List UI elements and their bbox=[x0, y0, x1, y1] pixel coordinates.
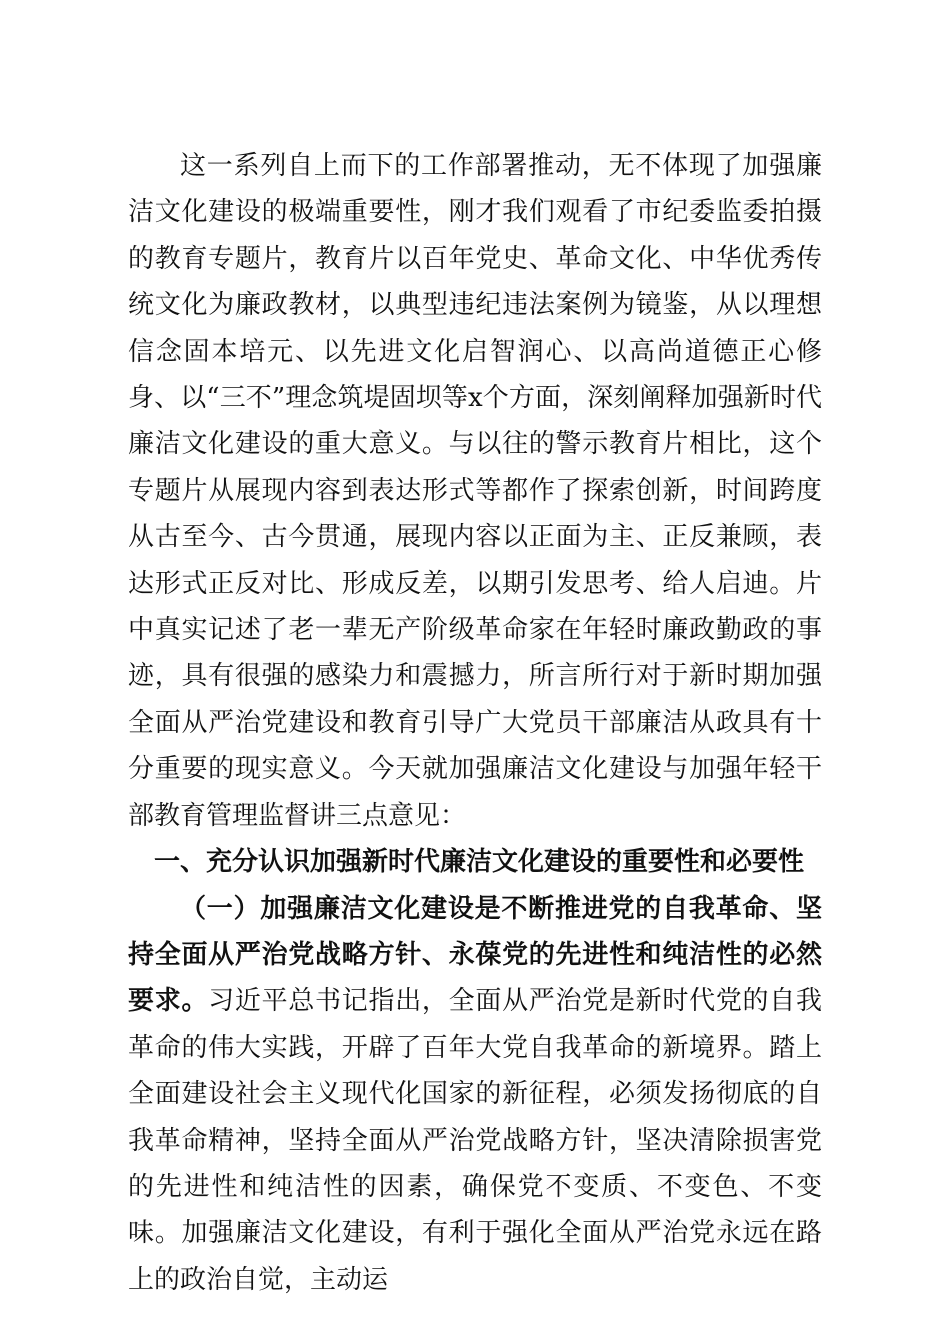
sub-heading: （一）加强廉洁文化建设是不断推进党的自我革命、坚持全面从严治党战略方针、永葆党的先进性和纯洁性的必然要求。 bbox=[128, 893, 822, 1017]
section-heading: 一、充分认识加强新时代廉洁文化建设的重要性和必要性 bbox=[154, 847, 805, 878]
body-paragraph: 这一系列自上而下的工作部署推动，无不体现了加强廉洁文化建设的极端重要性，刚才我们观看了市纪委监委拍摄的教育专题片，教育片以百年党史、革命文化、中华优秀传统文化为廉政教材，以典型违纪违法案例为镜鉴，从以理想信念固本培元、以先进文化启智润心、以高尚道德正心修身、以“三不”理念筑堤固坝等x个方面，深刻阐释加强新时代廉洁文化建设的重大意义。与以往的警示教育片相比，这个专题片从展现内容到表达形式等都作了探索创新，时间跨度从古至今、古今贯通，展现内容以正面为主、正反兼顾，表达形式正反对比、形成反差，以期引发思考、给人启迪。片中真实记述了老一辈无产阶级革命家在年轻时廉政勤政的事迹，具有很强的感染力和震撼力，所言所行对于新时期加强全面从严治党建设和教育引导广大党员干部廉洁从政具有十分重要的现实意义。今天就加强廉洁文化建设与加强年轻干部教育管理监督讲三点意见： bbox=[128, 151, 822, 831]
body-paragraph-text: 习近平总书记指出，全面从严治党是新时代党的自我革命的伟大实践，开辟了百年大党自我革命的新境界。踏上全面建设社会主义现代化国家的新征程，必须发扬彻底的自我革命精神，坚持全面从严治党战略方针，坚决清除损害党的先进性和纯洁性的因素，确保党不变质、不变色、不变味。加强廉洁文化建设，有利于强化全面从严治党永远在路上的政治自觉，主动运 bbox=[128, 986, 822, 1295]
body-paragraph-with-subheading bbox=[128, 886, 822, 1304]
document-body bbox=[128, 143, 822, 1303]
